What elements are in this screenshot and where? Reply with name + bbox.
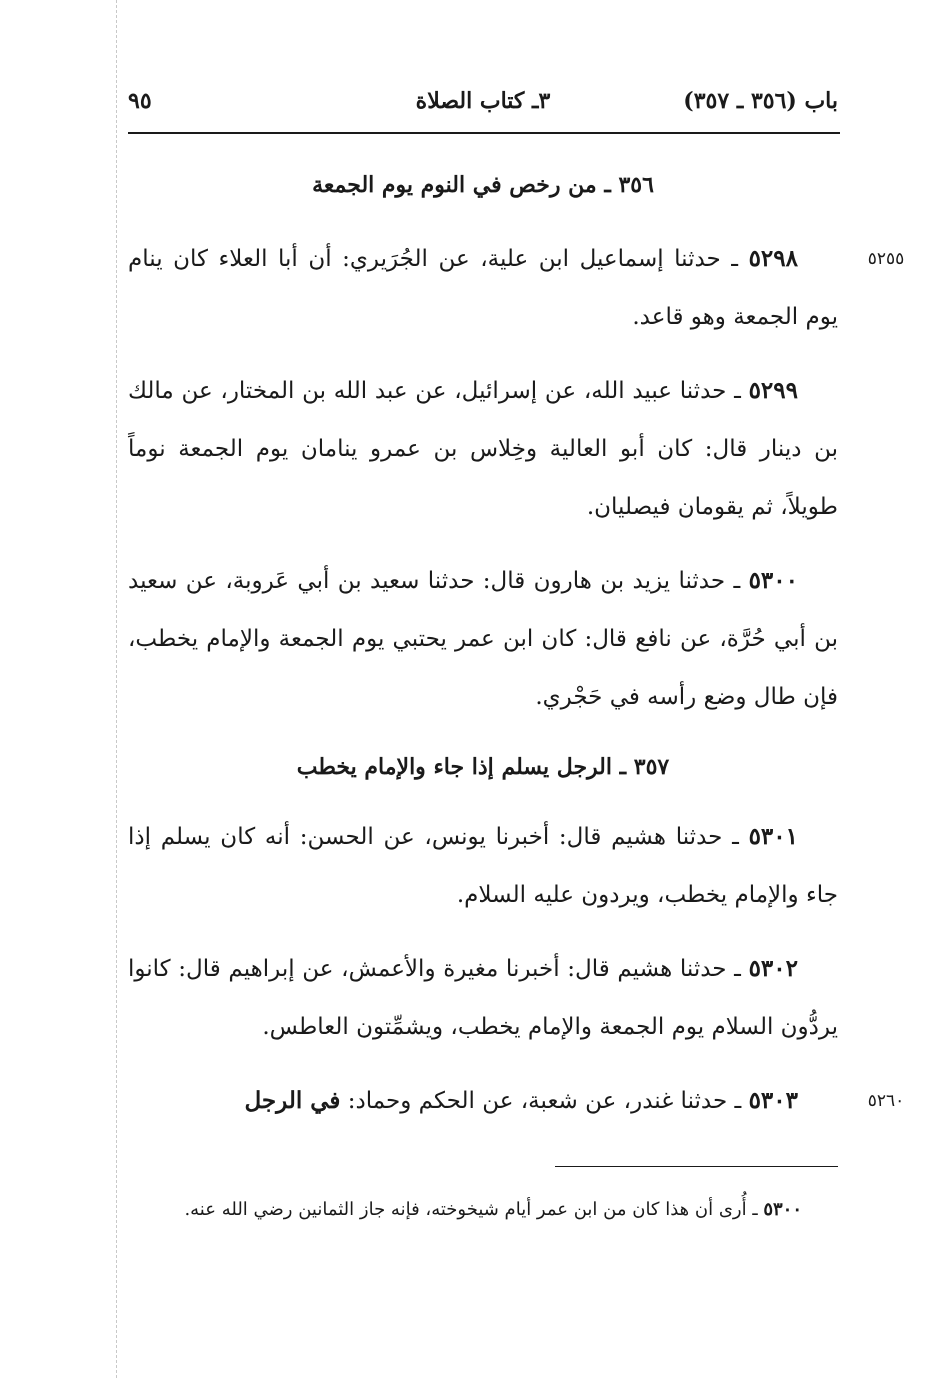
page-gutter-line [116,0,117,1378]
hadith-bold-continuation: في الرجل [244,1087,341,1114]
hadith-5299: ٥٢٩٩ ـ حدثنا عبيد الله، عن إسرائيل، عن عبد الله بن المختار، عن مالك بن دينار قال: كان أبو العالية وخِلاس بن عمرو ينامان يوم الجمعة نوماً طويلاً، ثم يقومان فيصليان. [128,377,838,520]
hadith-5303: ٥٢٦٠ ٥٣٠٣ ـ حدثنا غندر، عن شعبة، عن الحكم وحماد: في الرجل [128,1072,838,1130]
footnote-number: ٥٣٠٠ [763,1199,802,1220]
hadith-5300: ٥٣٠٠ ـ حدثنا يزيد بن هارون قال: حدثنا سعيد بن أبي عَروبة، عن سعيد بن أبي حُرَّة، عن نافع قال: كان ابن عمر يحتبي يوم الجمعة والإمام يخطب، فإن طال وضع رأسه في حَجْري. [128,567,838,710]
hadith-number: ٥٢٩٨ [748,245,798,272]
page-number: ٩٥ [128,88,152,114]
running-chapter-title: باب (٣٥٦ ـ ٣٥٧) [683,88,838,114]
section-heading-357: ٣٥٧ ـ الرجل يسلم إذا جاء والإمام يخطب [296,754,670,780]
margin-reference-number: ٥٢٦٠ [867,1091,905,1111]
hadith-5302: ٥٣٠٢ ـ حدثنا هشيم قال: أخبرنا مغيرة والأعمش، عن إبراهيم قال: كانوا يردُّون السلام يوم الجمعة والإمام يخطب، ويشمِّتون العاطس. [128,955,838,1040]
page-header [128,88,838,128]
hadith-text: حدثنا إسماعيل ابن علية، عن الجُرَيري: أن أبا العلاء كان ينام يوم الجمعة وهو قاعد. [128,246,838,330]
hadith-number: ٥٣٠٠ [748,567,798,594]
section-heading-356: ٣٥٦ ـ من رخص في النوم يوم الجمعة [312,172,654,198]
footnote-text: أُرى أن هذا كان من ابن عمر أيام شيخوخته، فإنه جاز الثمانين رضي الله عنه. [184,1199,747,1220]
footnote-rule [555,1166,838,1167]
hadith-text: حدثنا عبيد الله، عن إسرائيل، عن عبد الله بن المختار، عن مالك بن دينار قال: كان أبو العالية وخِلاس بن عمرو ينامان يوم الجمعة نوماً طويلاً، ثم يقومان فيصليان. [128,378,838,520]
hadith-number: ٥٢٩٩ [748,377,798,404]
hadith-text: حدثنا هشيم قال: أخبرنا مغيرة والأعمش، عن إبراهيم قال: كانوا يردُّون السلام يوم الجمعة والإمام يخطب، ويشمِّتون العاطس. [128,956,838,1040]
hadith-number: ٥٣٠١ [748,823,798,850]
hadith-5298: ٥٢٥٥ ٥٢٩٨ ـ حدثنا إسماعيل ابن علية، عن الجُرَيري: أن أبا العلاء كان ينام يوم الجمعة وهو قاعد. [128,230,838,346]
hadith-text: حدثنا هشيم قال: أخبرنا يونس، عن الحسن: أنه كان يسلم إذا جاء والإمام يخطب، ويردون عليه السلام. [128,824,838,908]
margin-reference-number: ٥٢٥٥ [867,249,905,269]
hadith-number: ٥٣٠٣ [748,1087,798,1114]
page-body [128,160,905,1146]
hadith-5301: ٥٣٠١ ـ حدثنا هشيم قال: أخبرنا يونس، عن الحسن: أنه كان يسلم إذا جاء والإمام يخطب، ويردون عليه السلام. [128,823,838,908]
footnote: ٥٣٠٠ ـ أُرى أن هذا كان من ابن عمر أيام شيخوخته، فإنه جاز الثمانين رضي الله عنه. [184,1199,802,1220]
hadith-text: حدثنا غندر، عن شعبة، عن الحكم وحماد: [347,1088,728,1114]
header-rule [128,132,840,134]
hadith-text: حدثنا يزيد بن هارون قال: حدثنا سعيد بن أبي عَروبة، عن سعيد بن أبي حُرَّة، عن نافع قال: كان ابن عمر يحتبي يوم الجمعة والإمام يخطب، فإن طال وضع رأسه في حَجْري. [128,568,838,710]
hadith-number: ٥٣٠٢ [748,955,798,982]
running-book-title: ٣ـ كتاب الصلاة [415,88,551,114]
